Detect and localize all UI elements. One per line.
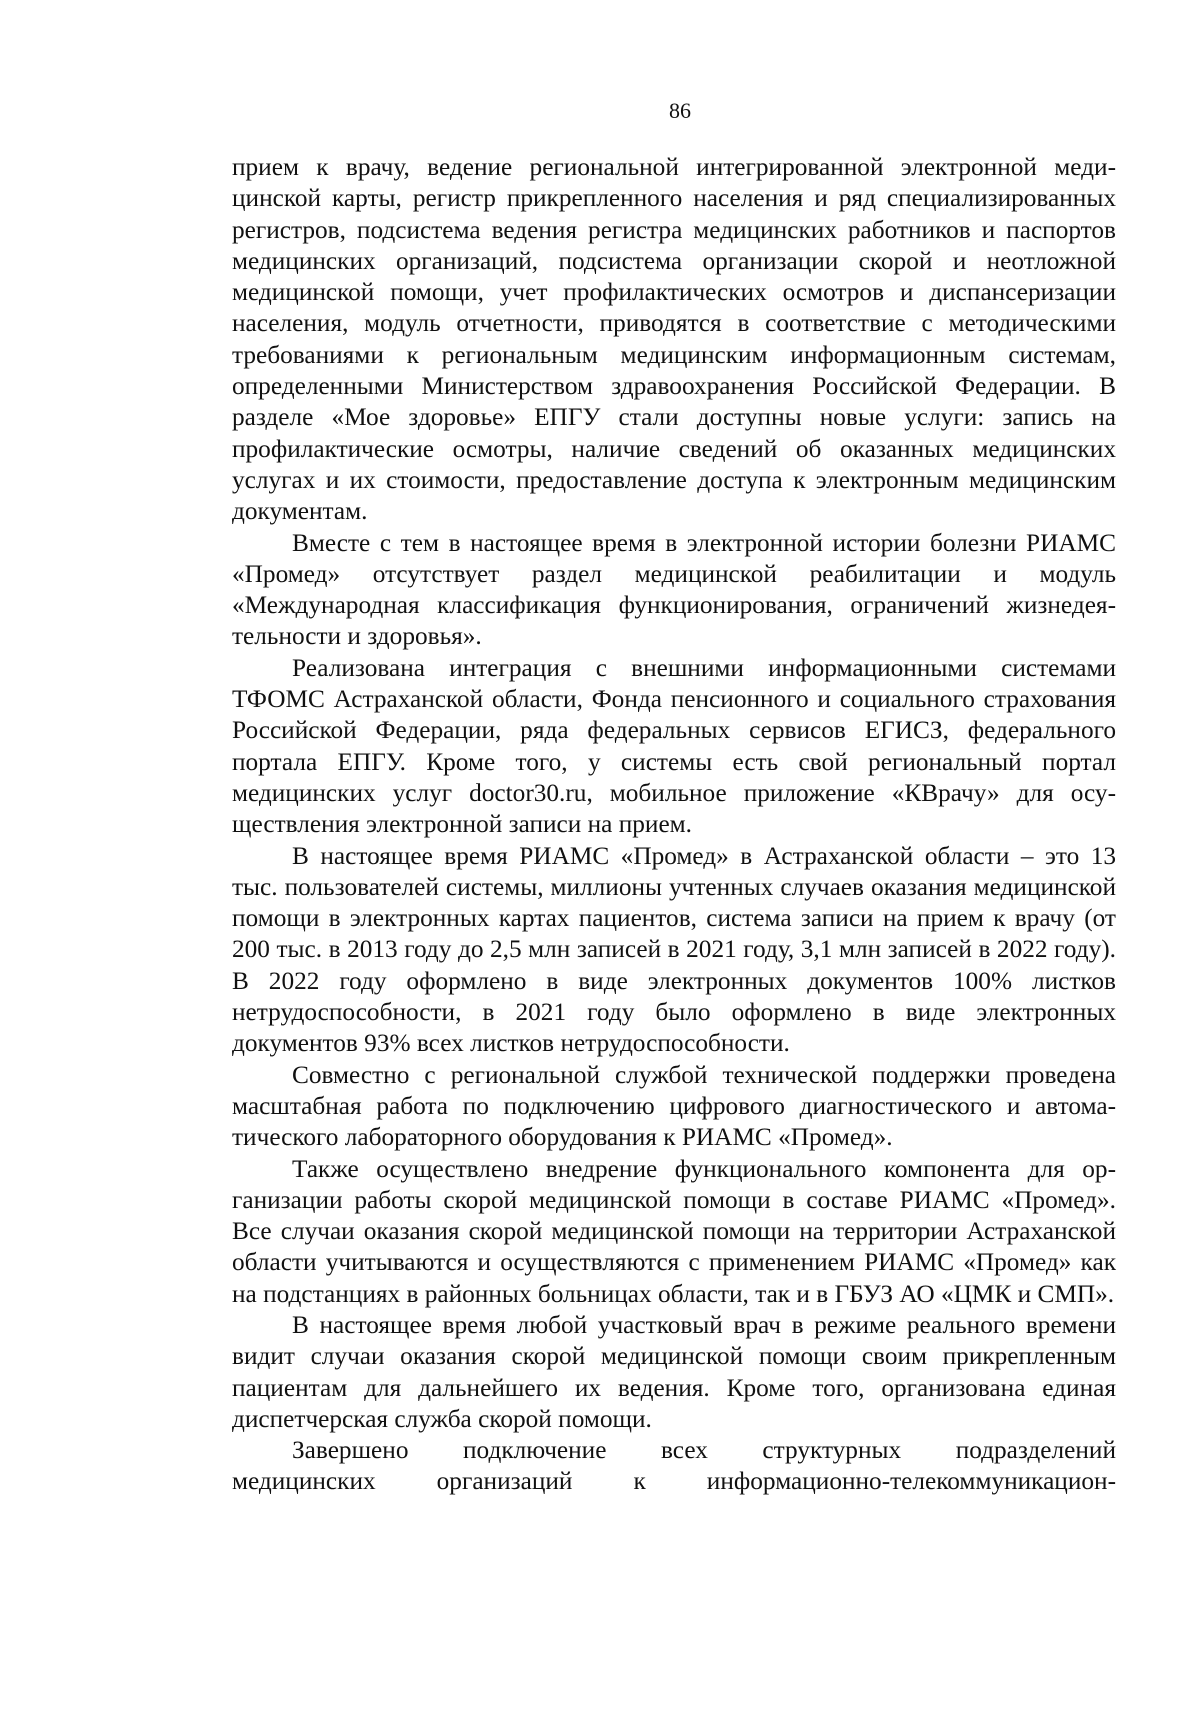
paragraph-6: Также осуществлено внедрение функционального компонента для организации работы скорой медицинской помощи в составе РИАМС «Промед». Все случаи оказания скорой медицинской помощи на территории Астраханской области учитываются и осуществляются с применением РИАМС «Промед» как на подстанциях в районных больницах области, так и в ГБУЗ АО «ЦМК и СМП». [232,1154,1116,1308]
page-number: 86 [669,98,691,123]
page-body [232,152,1116,1498]
paragraph-4: В настоящее время РИАМС «Промед» в Астраханской области – это 13 тыс. пользователей системы, миллионы учтенных случаев оказания медицинской помощи в электронных картах пациентов, система записи на прием к врачу (от 200 тыс. в 2013 году до 2,5 млн записей в 2021 году, 3,1 млн записей в 2022 году). В 2022 году оформлено в виде электронных документов 100% листков нетрудоспособности, в 2021 году было оформлено в виде электронных документов 93% всех листков нетрудоспособности. [232,841,1116,1058]
paragraph-7: В настоящее время любой участковый врач в режиме реального времени видит случаи оказания скорой медицинской помощи своим прикрепленным пациентам для дальнейшего их ведения. Кроме того, организована единая диспетчерская служба скорой помощи. [232,1310,1116,1433]
paragraph-5: Совместно с региональной службой технической поддержки проведена масштабная работа по подключению цифрового диагностического и автоматического лабораторного оборудования к РИАМС «Промед». [232,1060,1116,1152]
paragraph-8-line-2: медицинских организаций к информационно-телекоммуникацион- [232,1467,1116,1496]
paragraph-8 [232,1435,1116,1498]
paragraph-2: Вместе с тем в настоящее время в электронной истории болезни РИАМС «Промед» отсутствует раздел медицинской реабилитации и модуль «Международная классификация функционирования, ограничений жизнедеятельности и здоровья». [232,528,1116,651]
paragraph-8-line-1: Завершено подключение всех структурных подразделений [292,1436,1116,1465]
paragraph-3: Реализована интеграция с внешними информационными системами ТФОМС Астраханской области, Фонда пенсионного и социального страхования Российской Федерации, ряда федеральных сервисов ЕГИСЗ, федерального портала ЕПГУ. Кроме того, у системы есть свой региональный портал медицинских услуг doctor30.ru, мобильное приложение «КВрачу» для осуществления электронной записи на прием. [232,653,1116,839]
paragraph-1: прием к врачу, ведение региональной интегрированной электронной медицинской карты, регистр прикрепленного населения и ряд специализированных регистров, подсистема ведения регистра медицинских работников и паспортов медицинских организаций, подсистема организации скорой и неотложной медицинской помощи, учет профилактических осмотров и диспансеризации населения, модуль отчетности, приводятся в соответствие с методическими требованиями к региональным медицинским информационным системам, определенными Министерством здравоохранения Российской Федерации. В разделе «Мое здоровье» ЕПГУ стали доступны новые услуги: запись на профилактические осмотры, наличие сведений об оказанных медицинских услугах и их стоимости, предоставление доступа к электронным медицинским документам. [232,153,1116,526]
